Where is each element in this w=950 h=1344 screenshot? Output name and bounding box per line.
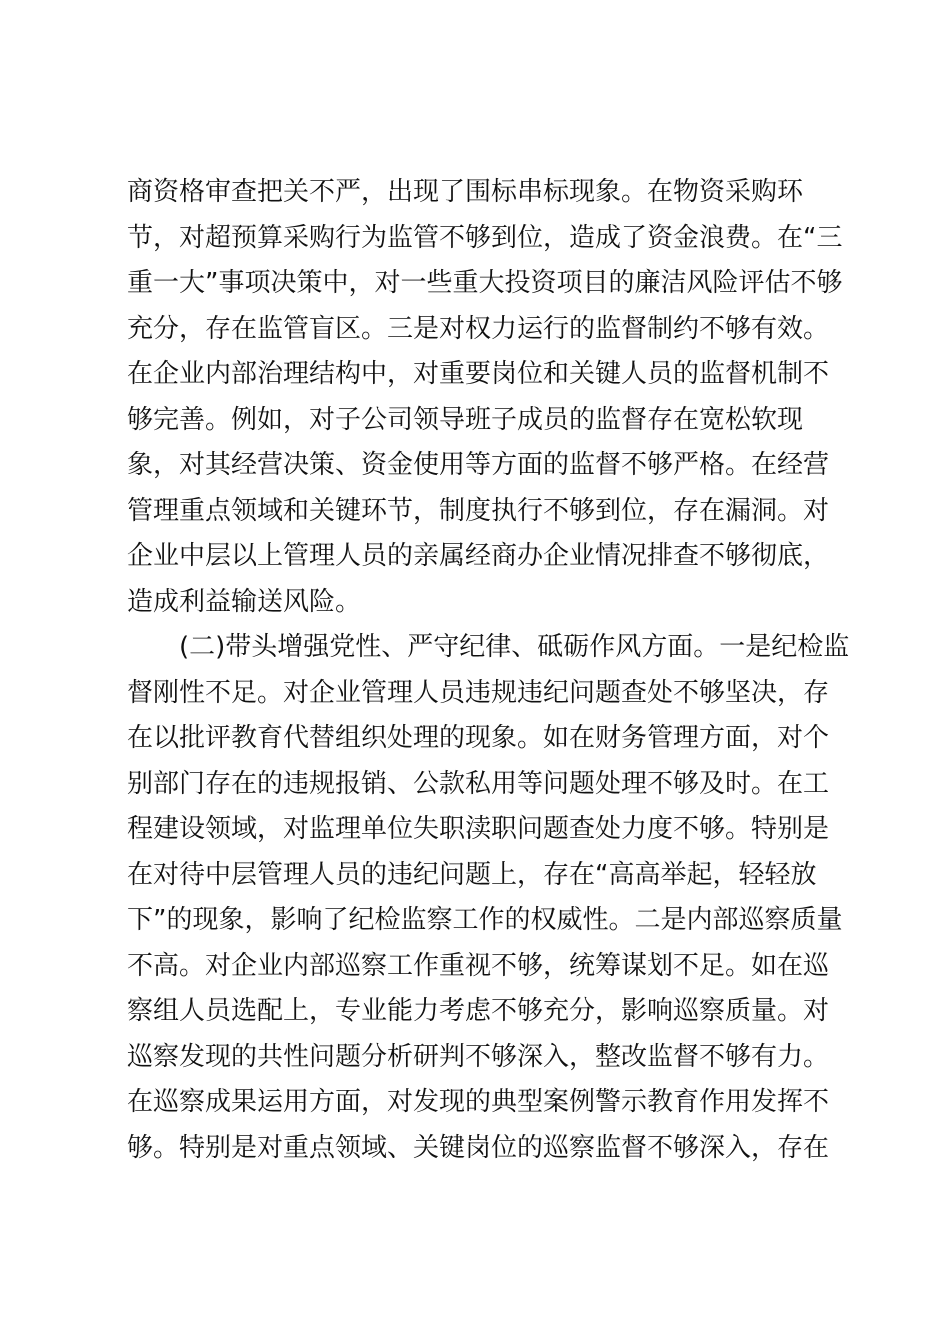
text-line: 下”的现象，影响了纪检监察工作的权威性。二是内部巡察质量 — [127, 905, 843, 935]
text-line: 在对待中层管理人员的违纪问题上，存在“高高举起，轻轻放 — [127, 859, 817, 890]
text-line: 察组人员选配上，专业能力考虑不够充分，影响巡察质量。对 — [127, 996, 830, 1026]
text-line: 企业中层以上管理人员的亲属经商办企业情况排查不够彻底， — [127, 541, 830, 571]
text-line: 督刚性不足。对企业管理人员违规违纪问题查处不够坚决，存 — [127, 677, 830, 708]
text-line: 够。特别是对重点领域、关键岗位的巡察监督不够深入，存在 — [127, 1132, 830, 1163]
text-line: 管理重点领域和关键环节，制度执行不够到位，存在漏洞。对 — [127, 495, 830, 526]
text-line: 充分，存在监管盲区。三是对权力运行的监督制约不够有效。 — [127, 313, 830, 344]
text-line: 商资格审查把关不严，出现了围标串标现象。在物资采购环 — [127, 177, 804, 207]
text-line: 在巡察成果运用方面，对发现的典型案例警示教育作用发挥不 — [127, 1087, 830, 1117]
text-line: 象，对其经营决策、资金使用等方面的监督不够严格。在经营 — [127, 450, 830, 480]
text-line: 在以批评教育代替组织处理的现象。如在财务管理方面，对个 — [127, 723, 830, 753]
text-line: 不高。对企业内部巡察工作重视不够，统筹谋划不足。如在巡 — [127, 950, 830, 981]
text-line: 重一大”事项决策中，对一些重大投资项目的廉洁风险评估不够 — [127, 268, 843, 298]
text-line: 巡察发现的共性问题分析研判不够深入，整改监督不够有力。 — [127, 1041, 830, 1072]
section-heading-line: (二)带头增强党性、严守纪律、砥砺作风方面。一是纪检监 — [179, 632, 850, 662]
text-line: 节，对超预算采购行为监管不够到位，造成了资金浪费。在“三 — [127, 222, 843, 253]
text-line: 造成利益输送风险。 — [127, 586, 362, 617]
text-line: 程建设领域，对监理单位失职渎职问题查处力度不够。特别是 — [127, 814, 830, 844]
text-line: 在企业内部治理结构中，对重要岗位和关键人员的监督机制不 — [127, 359, 830, 389]
body-text — [127, 170, 850, 1171]
text-line: 别部门存在的违规报销、公款私用等问题处理不够及时。在工 — [127, 768, 830, 799]
text-line: 够完善。例如，对子公司领导班子成员的监督存在宽松软现 — [127, 404, 804, 435]
